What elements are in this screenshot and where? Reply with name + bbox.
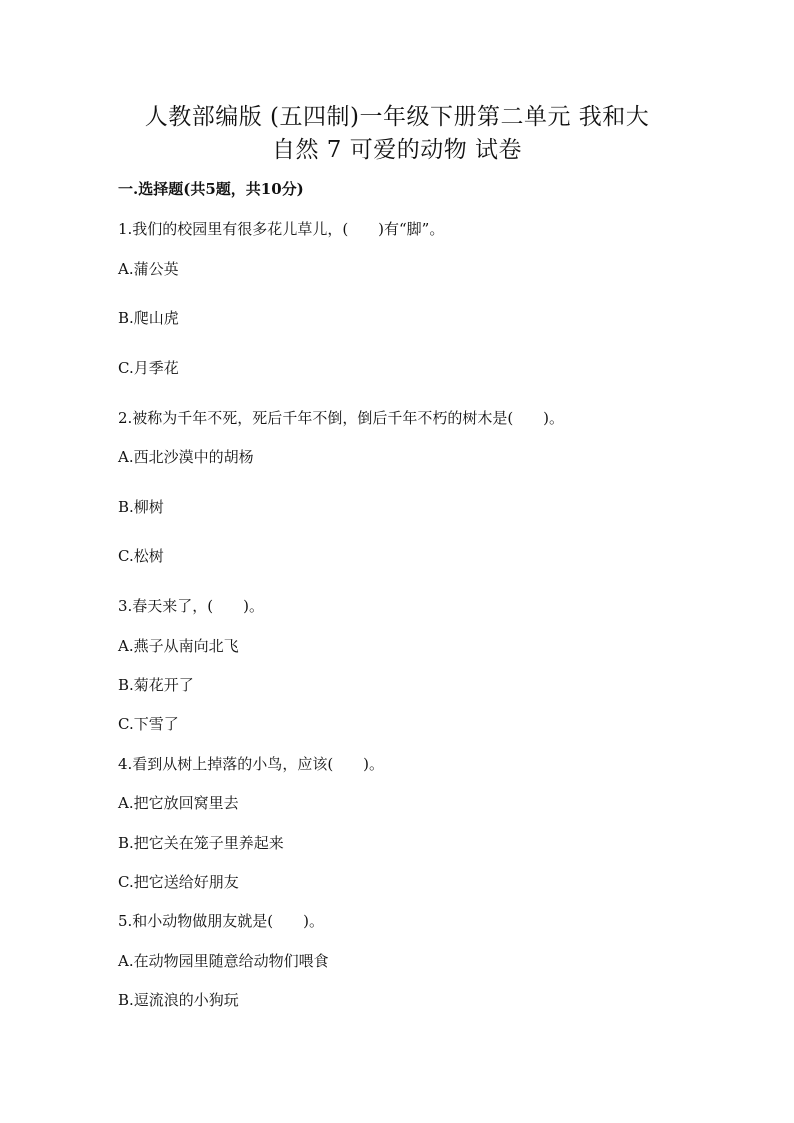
- exam-title-line-2: 自然 7 可爱的动物 试卷: [271, 137, 523, 163]
- question-2-option-c: C.松树: [118, 547, 164, 565]
- question-4-option-c: C.把它送给好朋友: [118, 873, 239, 891]
- question-2-option-b: B.柳树: [118, 498, 164, 516]
- question-1-option-b: B.爬山虎: [118, 309, 179, 327]
- question-1-option-c: C.月季花: [118, 359, 179, 377]
- question-4-stem: 4.看到从树上掉落的小鸟，应该( )。: [118, 755, 385, 773]
- question-3-option-b: B.菊花开了: [118, 676, 194, 694]
- question-4-option-a: A.把它放回窝里去: [118, 794, 239, 812]
- question-1-stem: 1.我们的校园里有很多花儿草儿，( )有“脚”。: [118, 220, 445, 238]
- question-5-option-a: A.在动物园里随意给动物们喂食: [118, 952, 329, 970]
- question-3-stem: 3.春天来了，( )。: [118, 597, 265, 615]
- question-3-option-a: A.燕子从南向北飞: [118, 637, 239, 655]
- section-heading: 一.选择题(共5题，共10分): [118, 180, 304, 198]
- exam-title-line-1: 人教部编版 (五四制)一年级下册第二单元 我和大: [144, 104, 650, 130]
- question-2-stem: 2.被称为千年不死，死后千年不倒，倒后千年不朽的树木是( )。: [118, 409, 565, 427]
- question-3-option-c: C.下雪了: [118, 715, 179, 733]
- question-1-option-a: A.蒲公英: [118, 260, 179, 278]
- question-5-stem: 5.和小动物做朋友就是( )。: [118, 912, 325, 930]
- question-5-option-b: B.逗流浪的小狗玩: [118, 991, 239, 1009]
- question-2-option-a: A.西北沙漠中的胡杨: [118, 448, 254, 466]
- question-4-option-b: B.把它关在笼子里养起来: [118, 834, 284, 852]
